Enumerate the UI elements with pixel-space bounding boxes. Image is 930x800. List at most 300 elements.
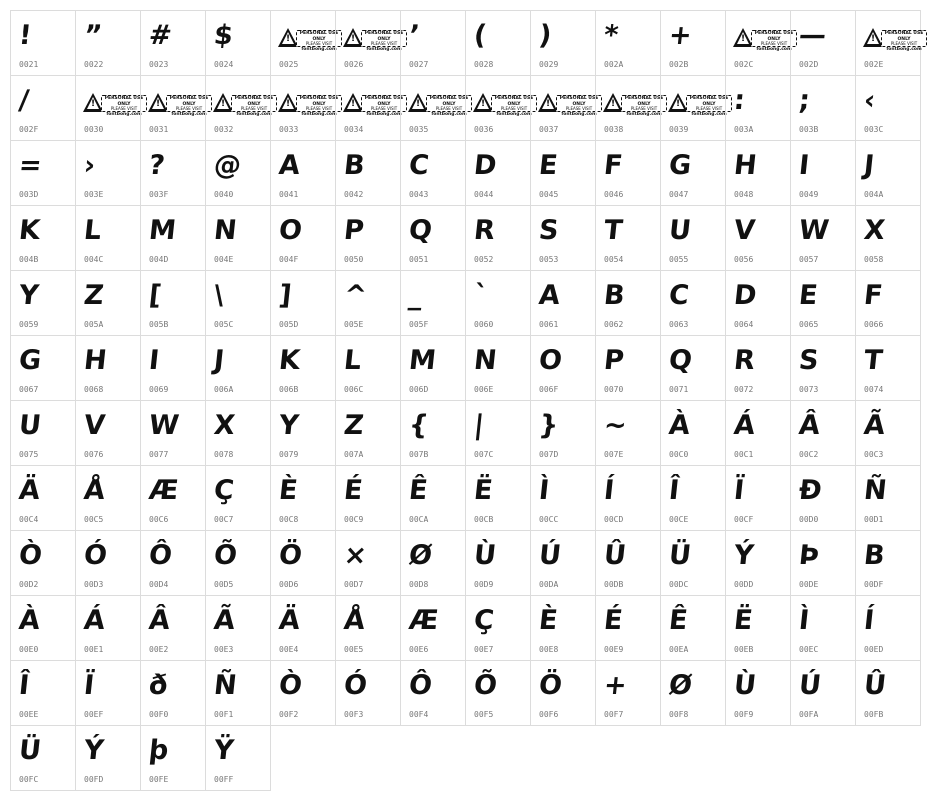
glyph-cell[interactable] xyxy=(465,75,534,141)
glyph-cell[interactable] xyxy=(270,205,336,271)
glyph-cell[interactable] xyxy=(790,140,856,206)
glyph-code: 00C9 xyxy=(344,515,364,524)
glyph-code: 00F3 xyxy=(344,710,364,719)
glyph-cell[interactable] xyxy=(10,465,76,531)
glyph-cell[interactable] xyxy=(595,205,661,271)
glyph-cell[interactable] xyxy=(790,530,856,596)
glyph-cell[interactable] xyxy=(400,140,466,206)
glyph-cell[interactable] xyxy=(335,140,401,206)
exclamation-icon: ! xyxy=(416,99,421,109)
glyph-cell[interactable] xyxy=(725,595,791,661)
glyph: P xyxy=(342,215,365,246)
glyph-cell[interactable] xyxy=(660,400,726,466)
glyph-cell[interactable] xyxy=(530,400,596,466)
glyph: Ì xyxy=(797,605,810,636)
glyph: Á xyxy=(732,410,756,441)
personal-use-badge xyxy=(83,93,145,117)
badge-line3: fontbong.com xyxy=(106,111,142,117)
glyph-cell[interactable] xyxy=(205,465,271,531)
glyph-cell[interactable] xyxy=(790,10,856,76)
glyph-cell[interactable] xyxy=(335,10,404,76)
glyph-cell[interactable] xyxy=(660,595,726,661)
glyph-cell[interactable] xyxy=(400,75,469,141)
glyph-code: 004D xyxy=(149,255,169,264)
glyph: Ô xyxy=(147,540,173,571)
glyph-code: 0061 xyxy=(539,320,559,329)
glyph-cell[interactable] xyxy=(530,10,596,76)
glyph-cell[interactable] xyxy=(335,660,401,726)
glyph-cell[interactable] xyxy=(465,205,531,271)
glyph-cell[interactable] xyxy=(725,205,791,271)
glyph-cell[interactable] xyxy=(855,140,921,206)
glyph-cell[interactable] xyxy=(465,270,531,336)
glyph-cell[interactable] xyxy=(595,660,661,726)
glyph-cell[interactable] xyxy=(270,335,336,401)
glyph-cell[interactable] xyxy=(270,140,336,206)
glyph-code: 0079 xyxy=(279,450,299,459)
badge-line2: PLEASE VISIT xyxy=(305,106,333,112)
glyph-code: 0030 xyxy=(84,125,104,134)
glyph-cell[interactable] xyxy=(400,465,466,531)
glyph-code: 0069 xyxy=(149,385,169,394)
glyph: W xyxy=(797,215,830,246)
glyph-code: 00CD xyxy=(604,515,624,524)
glyph-code: 004B xyxy=(19,255,39,264)
glyph-cell[interactable] xyxy=(725,140,791,206)
glyph-cell[interactable] xyxy=(660,530,726,596)
glyph-code: 0021 xyxy=(19,60,39,69)
glyph-cell[interactable] xyxy=(855,530,921,596)
personal-use-badge xyxy=(733,28,795,52)
glyph-cell[interactable] xyxy=(400,530,466,596)
badge-line1: PERSONAL USE ONLY xyxy=(299,96,339,107)
glyph: K xyxy=(17,215,41,246)
glyph-cell[interactable] xyxy=(790,75,856,141)
glyph-cell[interactable] xyxy=(75,595,141,661)
glyph-cell[interactable] xyxy=(465,465,531,531)
glyph: ` xyxy=(472,280,489,311)
glyph: Ä xyxy=(17,475,41,506)
glyph-code: 0045 xyxy=(539,190,559,199)
glyph-cell[interactable] xyxy=(530,140,596,206)
glyph-code: 003C xyxy=(864,125,884,134)
badge-line2: PLEASE VISIT xyxy=(110,106,138,112)
glyph-code: 003F xyxy=(149,190,169,199)
glyph-cell[interactable] xyxy=(530,75,599,141)
glyph-cell[interactable] xyxy=(205,400,271,466)
glyph-cell[interactable] xyxy=(75,75,144,141)
glyph-cell[interactable] xyxy=(595,10,661,76)
glyph: ’ xyxy=(407,20,420,51)
glyph-cell[interactable] xyxy=(400,335,466,401)
glyph-cell[interactable] xyxy=(270,400,336,466)
glyph-cell[interactable] xyxy=(205,140,271,206)
glyph-cell[interactable] xyxy=(660,270,726,336)
glyph-cell[interactable] xyxy=(140,725,206,791)
badge-line1: PERSONAL USE ONLY xyxy=(364,31,404,42)
glyph: Í xyxy=(602,475,615,506)
glyph-cell[interactable] xyxy=(530,465,596,531)
glyph-code: 0024 xyxy=(214,60,234,69)
glyph-cell[interactable] xyxy=(465,660,531,726)
badge-line1: PERSONAL USE ONLY xyxy=(494,96,534,107)
glyph-code: 0029 xyxy=(539,60,559,69)
glyph-cell[interactable] xyxy=(10,75,76,141)
glyph-cell[interactable] xyxy=(270,10,339,76)
glyph-code: 006E xyxy=(474,385,494,394)
glyph-cell[interactable] xyxy=(10,400,76,466)
glyph-cell[interactable] xyxy=(725,400,791,466)
glyph-cell[interactable] xyxy=(530,335,596,401)
glyph-code: 0056 xyxy=(734,255,754,264)
glyph-cell[interactable] xyxy=(270,270,336,336)
personal-use-badge xyxy=(278,28,340,52)
glyph-cell[interactable] xyxy=(660,660,726,726)
glyph: J xyxy=(212,345,225,376)
glyph-cell[interactable] xyxy=(595,335,661,401)
glyph-cell[interactable] xyxy=(140,530,206,596)
glyph-code: 0023 xyxy=(149,60,169,69)
glyph-code: 00D5 xyxy=(214,580,234,589)
glyph: T xyxy=(862,345,884,376)
glyph-cell[interactable] xyxy=(75,465,141,531)
glyph-code: 00C8 xyxy=(279,515,299,524)
glyph: Æ xyxy=(147,475,179,506)
glyph-cell[interactable] xyxy=(855,400,921,466)
glyph-cell[interactable] xyxy=(465,335,531,401)
glyph-cell[interactable] xyxy=(400,660,466,726)
glyph-code: 00CA xyxy=(409,515,429,524)
glyph-code: 00F4 xyxy=(409,710,429,719)
glyph-cell[interactable] xyxy=(855,465,921,531)
glyph: { xyxy=(407,410,429,441)
glyph-cell[interactable] xyxy=(140,660,206,726)
glyph: Ê xyxy=(667,605,689,636)
glyph-cell[interactable] xyxy=(75,335,141,401)
glyph: þ xyxy=(147,735,170,766)
glyph-code: 0036 xyxy=(474,125,494,134)
glyph-cell[interactable] xyxy=(75,270,141,336)
glyph-cell[interactable] xyxy=(725,660,791,726)
glyph: Ý xyxy=(732,540,755,571)
exclamation-icon: ! xyxy=(91,99,96,109)
glyph-code: 00F6 xyxy=(539,710,559,719)
glyph-cell[interactable] xyxy=(270,530,336,596)
glyph-cell[interactable] xyxy=(855,10,924,76)
glyph-cell[interactable] xyxy=(335,595,401,661)
glyph-cell[interactable] xyxy=(270,75,339,141)
glyph: + xyxy=(602,670,628,701)
glyph: O xyxy=(537,345,563,376)
glyph-cell[interactable] xyxy=(335,530,401,596)
glyph: Z xyxy=(82,280,105,311)
glyph-code: 00D6 xyxy=(279,580,299,589)
glyph-code: 00CC xyxy=(539,515,559,524)
glyph-cell[interactable] xyxy=(140,465,206,531)
glyph-cell[interactable] xyxy=(790,465,856,531)
glyph-cell[interactable] xyxy=(10,335,76,401)
badge-line3: fontbong.com xyxy=(366,111,402,117)
badge-line1: PERSONAL USE ONLY xyxy=(364,96,404,107)
badge-line1: PERSONAL USE ONLY xyxy=(624,96,664,107)
glyph-cell[interactable] xyxy=(270,465,336,531)
glyph: Û xyxy=(602,540,627,571)
badge-line2: PLEASE VISIT xyxy=(565,106,593,112)
glyph-cell[interactable] xyxy=(595,530,661,596)
glyph-cell[interactable] xyxy=(205,10,271,76)
glyph-cell[interactable] xyxy=(725,75,791,141)
glyph-code: 0035 xyxy=(409,125,429,134)
glyph-cell[interactable] xyxy=(595,140,661,206)
badge-line1: PERSONAL USE ONLY xyxy=(169,96,209,107)
glyph: Â xyxy=(797,410,821,441)
exclamation-icon: ! xyxy=(741,34,746,44)
glyph-code: 00E1 xyxy=(84,645,104,654)
glyph-code: 007A xyxy=(344,450,364,459)
glyph-cell[interactable] xyxy=(205,75,274,141)
glyph-cell[interactable] xyxy=(530,270,596,336)
glyph-cell[interactable] xyxy=(10,660,76,726)
glyph-cell[interactable] xyxy=(660,465,726,531)
glyph: M xyxy=(147,215,177,246)
glyph-code: 0032 xyxy=(214,125,234,134)
badge-line3: fontbong.com xyxy=(301,111,337,117)
glyph-cell[interactable] xyxy=(725,465,791,531)
glyph: / xyxy=(17,85,30,116)
glyph: Æ xyxy=(407,605,439,636)
glyph-cell[interactable] xyxy=(725,10,794,76)
glyph-cell[interactable] xyxy=(205,530,271,596)
glyph-code: 0038 xyxy=(604,125,624,134)
glyph-cell[interactable] xyxy=(400,595,466,661)
glyph: P xyxy=(602,345,625,376)
glyph: É xyxy=(342,475,364,506)
glyph-cell[interactable] xyxy=(140,140,206,206)
glyph: I xyxy=(147,345,160,376)
glyph-cell[interactable] xyxy=(75,660,141,726)
personal-use-badge xyxy=(343,28,405,52)
glyph-code: 00C3 xyxy=(864,450,884,459)
glyph-code: 007C xyxy=(474,450,494,459)
glyph-cell[interactable] xyxy=(140,10,206,76)
badge-line1: PERSONAL USE ONLY xyxy=(234,96,274,107)
glyph-code: 0027 xyxy=(409,60,429,69)
glyph-code: 00E3 xyxy=(214,645,234,654)
glyph-cell[interactable] xyxy=(400,10,466,76)
glyph-cell[interactable] xyxy=(75,10,141,76)
glyph-code: 0041 xyxy=(279,190,299,199)
glyph: Ê xyxy=(407,475,429,506)
glyph-cell[interactable] xyxy=(465,10,531,76)
glyph-cell[interactable] xyxy=(140,205,206,271)
glyph-cell[interactable] xyxy=(270,660,336,726)
glyph-cell[interactable] xyxy=(400,270,466,336)
badge-line1: PERSONAL USE ONLY xyxy=(559,96,599,107)
glyph-cell[interactable] xyxy=(855,205,921,271)
glyph: Õ xyxy=(212,540,238,571)
glyph-code: 002E xyxy=(864,60,884,69)
glyph-cell[interactable] xyxy=(660,140,726,206)
glyph: $ xyxy=(212,20,234,51)
glyph-cell[interactable] xyxy=(10,205,76,271)
glyph-cell[interactable] xyxy=(595,400,661,466)
glyph-cell[interactable] xyxy=(595,595,661,661)
glyph-cell[interactable] xyxy=(270,595,336,661)
glyph: A xyxy=(537,280,561,311)
glyph-code: 0050 xyxy=(344,255,364,264)
glyph-code: 00D0 xyxy=(799,515,819,524)
glyph-cell[interactable] xyxy=(75,725,141,791)
glyph-cell[interactable] xyxy=(205,725,271,791)
glyph-code: 00D8 xyxy=(409,580,429,589)
glyph-code: 0072 xyxy=(734,385,754,394)
glyph-cell[interactable] xyxy=(530,595,596,661)
glyph-code: 00E4 xyxy=(279,645,299,654)
glyph: U xyxy=(17,410,42,441)
glyph-code: 0064 xyxy=(734,320,754,329)
glyph-cell[interactable] xyxy=(855,660,921,726)
glyph-cell[interactable] xyxy=(465,140,531,206)
glyph-cell[interactable] xyxy=(855,335,921,401)
glyph-cell[interactable] xyxy=(530,530,596,596)
glyph-code: 0031 xyxy=(149,125,169,134)
glyph-cell[interactable] xyxy=(595,465,661,531)
glyph-cell[interactable] xyxy=(790,595,856,661)
badge-line2: PLEASE VISIT xyxy=(305,41,333,47)
exclamation-icon: ! xyxy=(481,99,486,109)
glyph-cell[interactable] xyxy=(140,335,206,401)
glyph: Q xyxy=(667,345,693,376)
glyph-code: 00D7 xyxy=(344,580,364,589)
glyph: Z xyxy=(342,410,365,441)
exclamation-icon: ! xyxy=(546,99,551,109)
glyph: ” xyxy=(82,20,103,51)
glyph-code: 0060 xyxy=(474,320,494,329)
glyph-cell[interactable] xyxy=(660,10,726,76)
glyph-cell[interactable] xyxy=(725,270,791,336)
glyph-cell[interactable] xyxy=(790,270,856,336)
glyph-cell[interactable] xyxy=(660,75,729,141)
glyph: V xyxy=(732,215,756,246)
glyph: Ã xyxy=(862,410,886,441)
glyph-cell[interactable] xyxy=(10,530,76,596)
glyph-code: 0054 xyxy=(604,255,624,264)
glyph-cell[interactable] xyxy=(205,660,271,726)
glyph-cell[interactable] xyxy=(335,400,401,466)
glyph-cell[interactable] xyxy=(335,270,401,336)
glyph: N xyxy=(472,345,498,376)
glyph-cell[interactable] xyxy=(140,270,206,336)
glyph-cell[interactable] xyxy=(855,75,921,141)
glyph-cell[interactable] xyxy=(205,270,271,336)
glyph-cell[interactable] xyxy=(660,335,726,401)
glyph: Ë xyxy=(472,475,494,506)
glyph: À xyxy=(17,605,41,636)
glyph-cell[interactable] xyxy=(140,595,206,661)
glyph-cell[interactable] xyxy=(335,75,404,141)
glyph-cell[interactable] xyxy=(790,205,856,271)
glyph-cell[interactable] xyxy=(10,595,76,661)
glyph-cell[interactable] xyxy=(75,205,141,271)
glyph: Ï xyxy=(82,670,95,701)
glyph-cell[interactable] xyxy=(75,400,141,466)
glyph-code: 0073 xyxy=(799,385,819,394)
glyph-cell[interactable] xyxy=(725,530,791,596)
glyph-cell[interactable] xyxy=(465,530,531,596)
glyph: Y xyxy=(17,280,40,311)
glyph-cell[interactable] xyxy=(400,205,466,271)
glyph: \ xyxy=(212,280,225,311)
glyph-code: 00FA xyxy=(799,710,819,719)
glyph-cell[interactable] xyxy=(855,595,921,661)
glyph-cell[interactable] xyxy=(335,335,401,401)
glyph-cell[interactable] xyxy=(660,205,726,271)
glyph-cell[interactable] xyxy=(335,465,401,531)
glyph-code: 005D xyxy=(279,320,299,329)
glyph-cell[interactable] xyxy=(465,400,531,466)
glyph-code: 002C xyxy=(734,60,754,69)
glyph: Y xyxy=(277,410,300,441)
glyph-code: 00EC xyxy=(799,645,819,654)
badge-line3: fontbong.com xyxy=(691,111,727,117)
glyph-cell[interactable] xyxy=(205,595,271,661)
glyph-code: 0066 xyxy=(864,320,884,329)
glyph-cell[interactable] xyxy=(530,660,596,726)
glyph-cell[interactable] xyxy=(335,205,401,271)
glyph-cell[interactable] xyxy=(725,335,791,401)
glyph-cell[interactable] xyxy=(140,400,206,466)
glyph-code: 0026 xyxy=(344,60,364,69)
glyph: ( xyxy=(472,20,488,51)
glyph-cell[interactable] xyxy=(530,205,596,271)
glyph-cell[interactable] xyxy=(790,400,856,466)
glyph-code: 005E xyxy=(344,320,364,329)
glyph: Å xyxy=(342,605,366,636)
glyph: S xyxy=(537,215,560,246)
badge-line2: PLEASE VISIT xyxy=(370,41,398,47)
glyph-code: 0074 xyxy=(864,385,884,394)
glyph-cell[interactable] xyxy=(205,205,271,271)
glyph-cell[interactable] xyxy=(595,75,664,141)
exclamation-icon: ! xyxy=(286,99,291,109)
glyph-cell[interactable] xyxy=(140,75,209,141)
glyph-cell[interactable] xyxy=(595,270,661,336)
glyph-code: 00FB xyxy=(864,710,884,719)
glyph-cell[interactable] xyxy=(10,725,76,791)
glyph-cell[interactable] xyxy=(10,140,76,206)
glyph-code: 00C6 xyxy=(149,515,169,524)
glyph-cell[interactable] xyxy=(75,140,141,206)
glyph-code: 00E9 xyxy=(604,645,624,654)
glyph-cell[interactable] xyxy=(790,660,856,726)
personal-use-badge xyxy=(148,93,210,117)
glyph-cell[interactable] xyxy=(465,595,531,661)
glyph-code: 00F1 xyxy=(214,710,234,719)
glyph-cell[interactable] xyxy=(75,530,141,596)
glyph-code: 005F xyxy=(409,320,429,329)
badge-line3: fontbong.com xyxy=(431,111,467,117)
glyph: Ö xyxy=(537,670,563,701)
glyph: Ý xyxy=(82,735,105,766)
glyph-cell[interactable] xyxy=(205,335,271,401)
glyph: Q xyxy=(407,215,433,246)
glyph-cell[interactable] xyxy=(855,270,921,336)
glyph-cell[interactable] xyxy=(790,335,856,401)
glyph: D xyxy=(732,280,758,311)
glyph-cell[interactable] xyxy=(400,400,466,466)
glyph-cell[interactable] xyxy=(10,10,76,76)
glyph-cell[interactable] xyxy=(10,270,76,336)
